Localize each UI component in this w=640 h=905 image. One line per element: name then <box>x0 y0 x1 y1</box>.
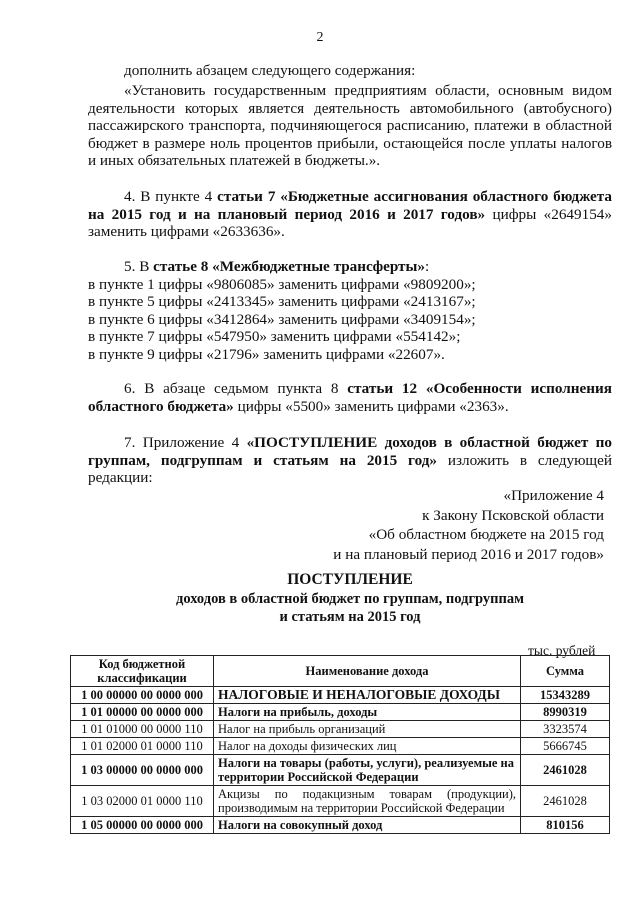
row-name: Акцизы по подакцизным товарам (продукции), производимым на территории Российской Федерации <box>214 786 521 817</box>
list-item: в пункте 1 цифры «9806085» заменить цифрами «9809200»; <box>88 275 476 293</box>
table-header-row <box>71 656 610 687</box>
row-code: 1 03 02000 01 0000 110 <box>71 786 214 817</box>
row-sum: 15343289 <box>521 687 610 704</box>
units-label: тыс. рублей <box>528 643 596 658</box>
paragraph-7: 7. Приложение 4 «ПОСТУПЛЕНИЕ доходов в областной бюджет по группам, подгруппам и статьям на 2015 год» изложить в следующей редакции: <box>88 434 612 486</box>
header-name: Наименование дохода <box>214 656 521 687</box>
list-item: в пункте 7 цифры «547950» заменить цифрами «554142»; <box>88 328 461 345</box>
list-item: в пункте 9 цифры «21796» заменить цифрами «22607». <box>88 345 445 363</box>
table-row <box>71 738 610 755</box>
row-code: 1 03 00000 00 0000 000 <box>71 755 214 786</box>
intro-quote: «Установить государственным предприятиям области, основным видом деятельности которых является деятельность автомобильного (автобусного) пассажирского транспорта, подчиняющегося расписанию, платежи в областной бюджет в размере ноль процентов прибыли, остающейся после уплаты налогов и иных обязательных платежей в бюджеты.». <box>88 82 612 169</box>
table-row <box>71 687 610 704</box>
row-name: Налог на прибыль организаций <box>214 721 521 738</box>
row-sum: 810156 <box>521 817 610 834</box>
paragraph-4: 4. В пункте 4 статьи 7 «Бюджетные ассигнования областного бюджета на 2015 год и на плановый период 2016 и 2017 годов» цифры «2649154» заменить цифрами «2633636». <box>88 188 612 240</box>
header-code: Код бюджетной классификации <box>71 656 214 687</box>
paragraph-6: 6. В абзаце седьмом пункта 8 статьи 12 «Особенности исполнения областного бюджета» цифры «5500» заменить цифрами «2363». <box>88 380 612 415</box>
table-subtitle-1: доходов в областной бюджет по группам, подгруппам <box>176 591 524 607</box>
list-item: в пункте 5 цифры «2413345» заменить цифрами «2413167»; <box>88 293 476 310</box>
row-name: Налоги на совокупный доход <box>214 817 521 834</box>
row-code: 1 01 00000 00 0000 000 <box>71 704 214 721</box>
row-sum: 5666745 <box>521 738 610 755</box>
row-sum: 3323574 <box>521 721 610 738</box>
row-sum: 2461028 <box>521 755 610 786</box>
row-sum: 2461028 <box>521 786 610 817</box>
row-name: Налоги на товары (работы, услуги), реализуемые на территории Российской Федерации <box>214 755 521 786</box>
table-row <box>71 755 610 786</box>
row-code: 1 01 01000 00 0000 110 <box>71 721 214 738</box>
row-sum: 8990319 <box>521 704 610 721</box>
table-row <box>71 704 610 721</box>
table-row <box>71 721 610 738</box>
page-number: 2 <box>316 30 324 45</box>
intro-lead: дополнить абзацем следующего содержания: <box>124 62 416 79</box>
row-code: 1 01 02000 01 0000 110 <box>71 738 214 755</box>
row-name: НАЛОГОВЫЕ И НЕНАЛОГОВЫЕ ДОХОДЫ <box>214 687 521 704</box>
row-code: 1 00 00000 00 0000 000 <box>71 687 214 704</box>
appendix-heading: «Приложение 4 к Закону Псковской области «Об областном бюджете на 2015 год и на плановый период 2016 и 2017 годов» <box>333 487 604 563</box>
row-name: Налоги на прибыль, доходы <box>214 704 521 721</box>
list-item: в пункте 6 цифры «3412864» заменить цифрами «3409154»; <box>88 310 476 328</box>
row-code: 1 05 00000 00 0000 000 <box>71 817 214 834</box>
table-subtitle-2: и статьям на 2015 год <box>279 609 421 625</box>
table-row <box>71 817 610 834</box>
table-row <box>71 786 610 817</box>
row-name: Налог на доходы физических лиц <box>214 738 521 755</box>
paragraph-5: 5. В статье 8 «Межбюджетные трансферты»: в пункте 1 цифры «9806085» заменить цифрами «9809200»; в пункте 5 цифры «2413345» заменить цифрами «2413167»; в пункте 6 цифры «3412864» заменить цифрами «3409154»; в пункте 7 цифры «547950» заменить цифрами «554142»; в пункте 9 цифры «21796» заменить цифрами «22607». <box>88 258 612 363</box>
header-sum: Сумма <box>521 656 610 687</box>
table-title: ПОСТУПЛЕНИЕ <box>287 571 413 588</box>
revenue-table <box>70 655 610 834</box>
